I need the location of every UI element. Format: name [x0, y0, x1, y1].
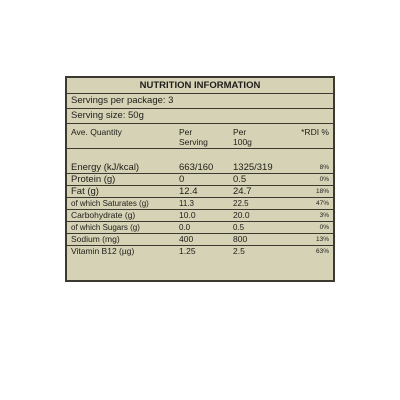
- header-per-serving: [179, 127, 208, 147]
- nutrient-name: of which Saturates (g): [71, 199, 149, 208]
- rdi-value: 3%: [319, 212, 329, 219]
- per-100g-value: 22.5: [233, 199, 249, 208]
- per-100g-value: 800: [233, 234, 248, 244]
- table-header: [67, 124, 333, 149]
- rdi-value: 63%: [315, 248, 329, 255]
- rdi-value: 18%: [315, 188, 329, 195]
- nutrient-name: Protein (g): [71, 174, 116, 185]
- table-row: [67, 186, 333, 198]
- per-serving-value: 1.25: [179, 246, 196, 256]
- per-serving-value: 0.0: [179, 223, 191, 232]
- rdi-value: 13%: [315, 236, 329, 243]
- per-100g-value: 20.0: [233, 210, 250, 220]
- table-row: [67, 210, 333, 222]
- nutrient-name: Carbohydrate (g): [71, 210, 136, 220]
- per-serving-value: 400: [179, 234, 194, 244]
- table-row: [67, 234, 333, 246]
- serving-size: Serving size: 50g: [67, 109, 333, 124]
- rdi-value: 47%: [315, 200, 329, 207]
- rdi-value: 0%: [319, 224, 329, 231]
- per-100g-value: 2.5: [233, 246, 245, 256]
- header-per-serving-line1: Per: [179, 127, 193, 137]
- per-serving-value: 663/160: [179, 162, 214, 173]
- header-per-100g-line2: 100g: [233, 137, 252, 147]
- nutrition-label: [65, 76, 335, 282]
- per-serving-value: 0: [179, 174, 185, 185]
- per-100g-value: 0.5: [233, 174, 247, 185]
- header-rdi: *RDI %: [301, 127, 329, 137]
- header-per-serving-line2: Serving: [179, 137, 208, 147]
- per-100g-value: 24.7: [233, 186, 252, 197]
- nutrient-name: Sodium (mg): [71, 234, 120, 244]
- table-row: [67, 174, 333, 186]
- nutrient-name: Fat (g): [71, 186, 99, 197]
- header-per-100g: [233, 127, 252, 147]
- table-row: [67, 246, 333, 258]
- nutrient-name: Vitamin B12 (µg): [71, 246, 135, 256]
- rdi-value: 0%: [319, 176, 329, 183]
- nutrient-name: of which Sugars (g): [71, 223, 140, 232]
- rdi-value: 8%: [319, 164, 329, 171]
- table-row: [67, 222, 333, 234]
- per-100g-value: 0.5: [233, 223, 245, 232]
- per-100g-value: 1325/319: [233, 162, 273, 173]
- per-serving-value: 10.0: [179, 210, 196, 220]
- nutrient-rows: [67, 162, 333, 258]
- table-row: [67, 162, 333, 174]
- per-serving-value: 11.3: [179, 199, 194, 208]
- label-title: NUTRITION INFORMATION: [67, 78, 333, 94]
- servings-per-package: Servings per package: 3: [67, 94, 333, 109]
- header-quantity: Ave. Quantity: [71, 127, 122, 137]
- table-row: [67, 198, 333, 210]
- header-per-100g-line1: Per: [233, 127, 247, 137]
- per-serving-value: 12.4: [179, 186, 198, 197]
- nutrient-name: Energy (kJ/kcal): [71, 162, 140, 173]
